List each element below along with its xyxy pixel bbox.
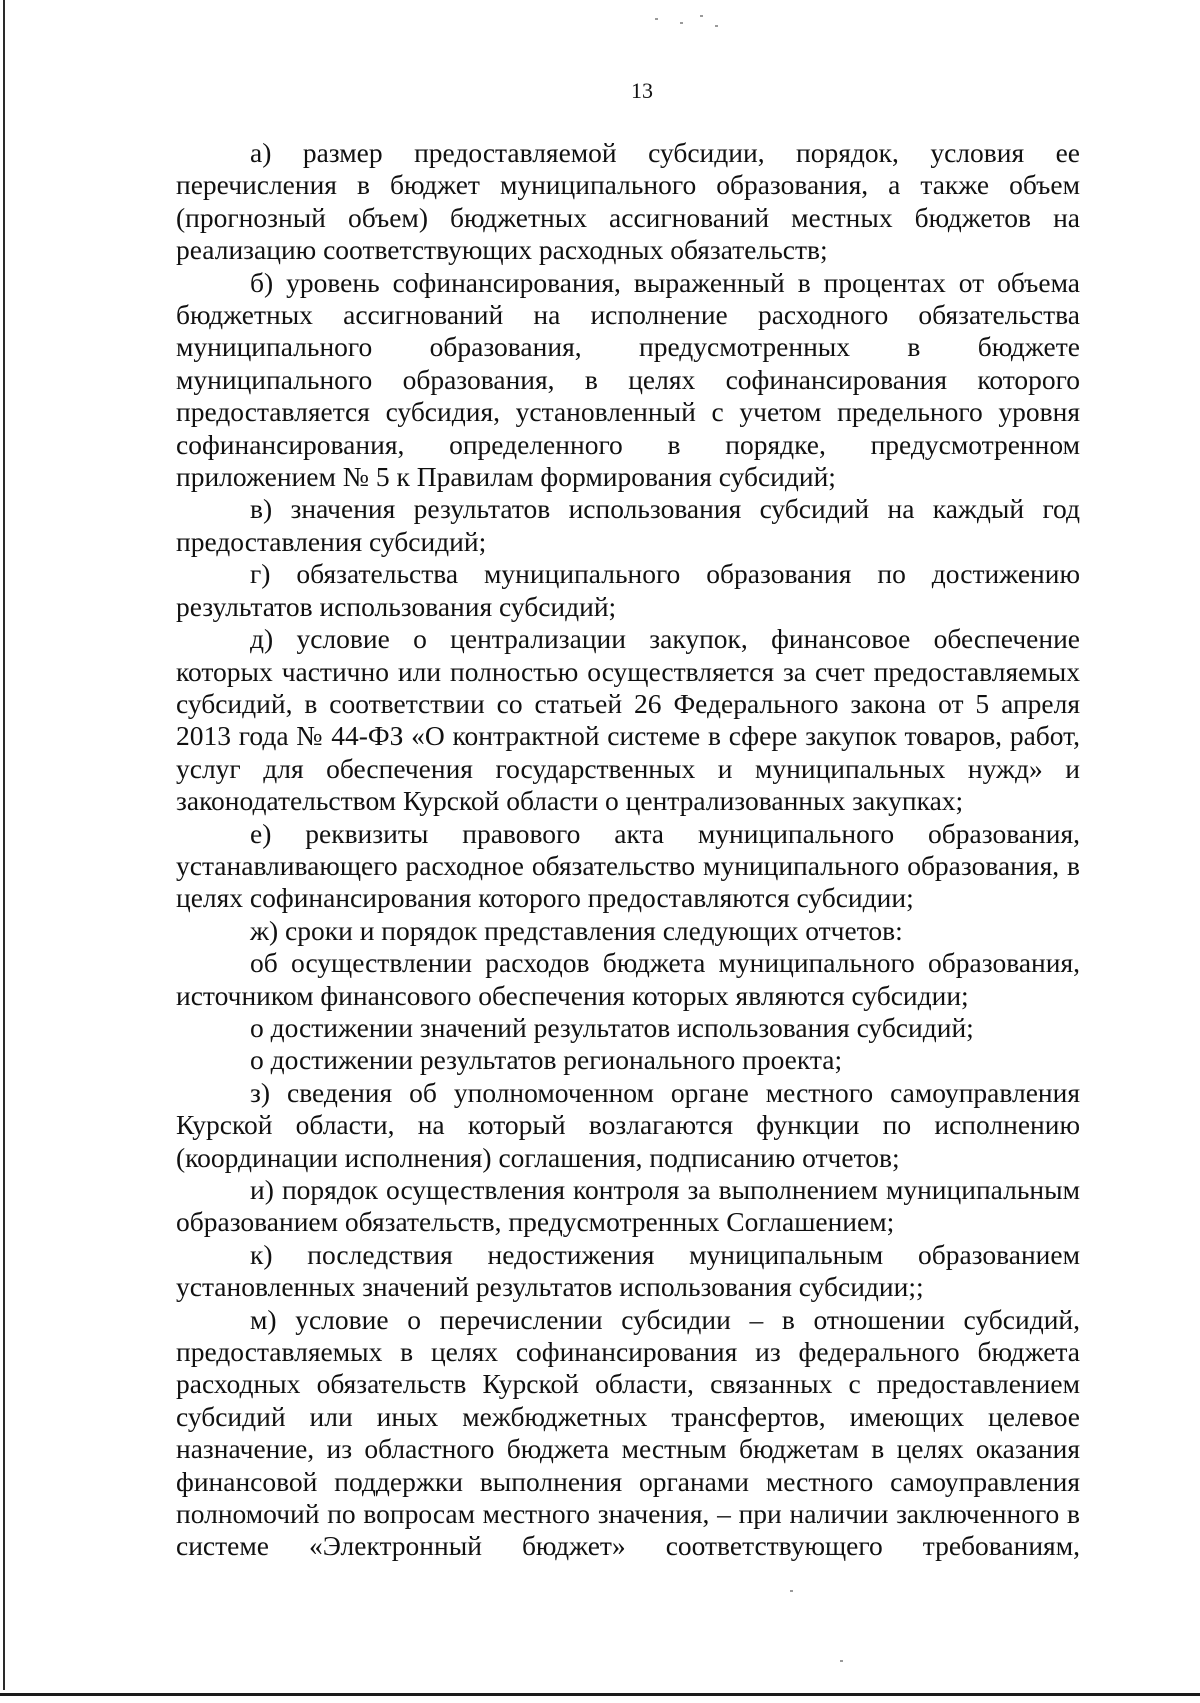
scan-edge-bottom [0,1693,1200,1696]
paragraph-b: б) уровень софинансирования, выраженный в процентах от объема бюджетных ассигнований на исполнение расходного обязательства муниципального образования, предусмотренных в бюджете муниципального образования, в целях софинансирования которого предоставляется субсидия, установленный с учетом предельного уровня софинансирования, определенного в порядке, предусмотренном приложением № 5 к Правилам формирования субсидий; [176,266,1080,493]
paragraph-report-regional: о достижении результатов регионального проекта; [250,1044,843,1076]
paragraph-v: в) значения результатов использования субсидий на каждый год предоставления субсидий; [176,493,1080,557]
scan-speck [700,15,703,17]
paragraph-a: а) размер предоставляемой субсидии, порядок, условия ее перечисления в бюджет муниципального образования, а также объем (прогнозный объем) бюджетных ассигнований местных бюджетов на реализацию соответствующих расходных обязательств; [176,137,1080,266]
paragraph-report-results: о достижении значений результатов использования субсидий; [250,1011,974,1043]
page-number: 13 [631,78,653,103]
paragraph-m: м) условие о перечислении субсидии – в отношении субсидий, предоставляемых в целях софинансирования из федерального бюджета расходных обязательств Курской области, связанных с предоставлением субсидий или иных межбюджетных трансфертов, имеющих целевое назначение, из областного бюджета местным бюджетам в целях оказания финансовой поддержки выполнения органами местного самоуправления полномочий по вопросам местного значения, – при наличии заключенного в системе «Электронный бюджет» соответствующего требованиям, [176,1303,1080,1562]
scan-edge-left [3,0,5,1690]
paragraph-report-expenses: об осуществлении расходов бюджета муниципального образования, источником финансового обеспечения которых являются субсидии; [176,947,1080,1011]
document-body [176,137,1080,1563]
paragraph-i: и) порядок осуществления контроля за выполнением муниципальным образованием обязательств, предусмотренных Соглашением; [176,1174,1080,1238]
paragraph-zh: ж) сроки и порядок представления следующих отчетов: [250,914,903,946]
paragraph-e: е) реквизиты правового акта муниципального образования, устанавливающего расходное обязательство муниципального образования, в целях софинансирования которого предоставляются субсидии; [176,817,1080,914]
paragraph-g: г) обязательства муниципального образования по достижению результатов использования субсидий; [176,558,1080,622]
scan-speck [840,1660,843,1662]
paragraph-k: к) последствия недостижения муниципальным образованием установленных значений результатов использования субсидии;; [176,1238,1080,1303]
scan-speck [790,1590,793,1592]
scan-speck [680,22,683,24]
scan-speck [715,25,718,27]
paragraph-z: з) сведения об уполномоченном органе местного самоуправления Курской области, на который возлагаются функции по исполнению (координации исполнения) соглашения, подписанию отчетов; [176,1076,1080,1173]
paragraph-d: д) условие о централизации закупок, финансовое обеспечение которых частично или полностью осуществляется за счет предоставляемых субсидий, в соответствии со статьей 26 Федерального закона от 5 апреля 2013 года № 44-ФЗ «О контрактной системе в сфере закупок товаров, работ, услуг для обеспечения государственных и муниципальных нужд» и законодательством Курской области о централизованных закупках; [176,623,1080,817]
scan-speck [655,18,658,20]
